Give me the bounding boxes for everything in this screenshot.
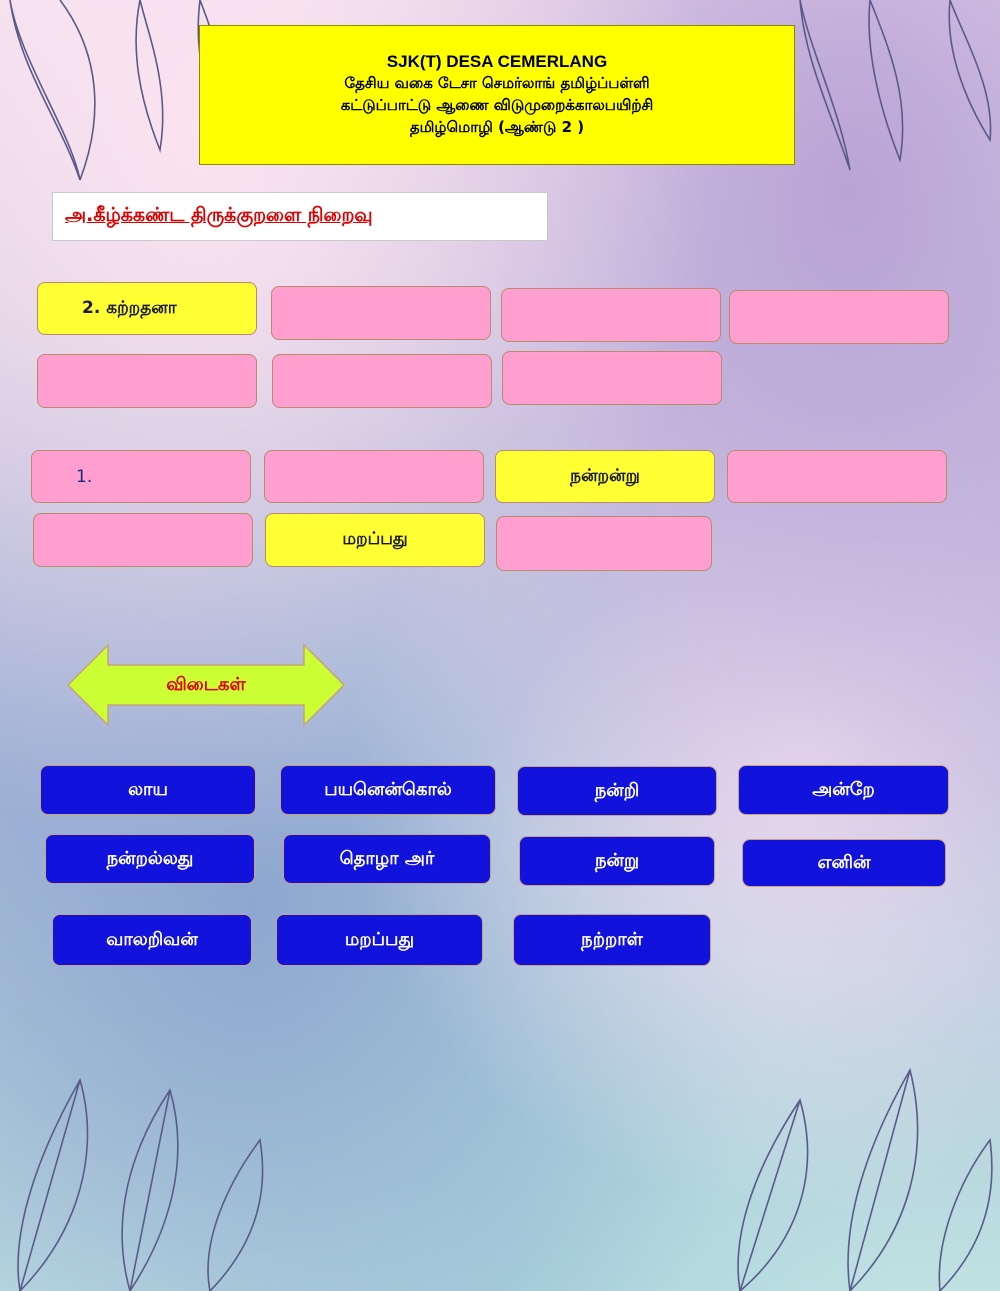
drop-slot[interactable] (264, 450, 484, 503)
answer-tile[interactable]: நன்று (519, 836, 715, 886)
kural2-start-tile (37, 282, 257, 335)
answer-tile[interactable]: நற்றாள் (513, 914, 711, 966)
drop-slot[interactable] (37, 354, 257, 408)
answer-tile[interactable]: நன்றி (517, 766, 717, 816)
school-name: SJK(T) DESA CEMERLANG (386, 52, 608, 71)
kural2-start-text: 2. கற்றதனா (82, 297, 177, 318)
answer-tile[interactable]: தொழா அர் (283, 834, 491, 884)
kural1-number: 1. (76, 466, 93, 487)
kural1-given-word-tile (265, 513, 485, 567)
answer-tile[interactable]: எனின் (742, 839, 946, 887)
answers-label (66, 643, 346, 727)
instruction-box (52, 192, 548, 241)
header-title-box (199, 25, 795, 165)
answers-label-text: விடைகள் (166, 673, 246, 695)
answer-tile[interactable]: பயனென்கொல் (280, 765, 496, 815)
drop-slot[interactable] (502, 351, 722, 405)
kural1-given-word: மறப்பது (342, 529, 408, 549)
answer-tile[interactable]: லாய (40, 765, 256, 815)
kural1-given-word: நன்றன்று (570, 465, 640, 486)
drop-slot[interactable] (496, 516, 712, 571)
leaf-decoration-bottom-right-icon (700, 1040, 1000, 1291)
instruction-text: அ.கீழ்க்கண்ட திருக்குறளை நிறைவு (65, 204, 373, 226)
leaf-decoration-bottom-left-icon (0, 1050, 300, 1291)
kural1-given-word-tile (495, 450, 715, 503)
subject-year: தமிழ்மொழி (ஆண்டு 2 ) (409, 118, 585, 136)
answer-tile[interactable]: அன்றே (738, 765, 949, 815)
drop-slot[interactable] (271, 286, 491, 340)
drop-slot[interactable] (729, 290, 949, 344)
exercise-title: கட்டுப்பாட்டு ஆணை விடுமுறைக்காலபயிற்சி (340, 96, 654, 114)
answer-tile[interactable]: வாலறிவன் (52, 914, 252, 966)
kural1-number-tile[interactable] (31, 450, 251, 503)
answer-tile[interactable]: நன்றல்லது (45, 834, 255, 884)
drop-slot[interactable] (501, 288, 721, 342)
leaf-decoration-top-right-icon (780, 0, 1000, 200)
drop-slot[interactable] (272, 354, 492, 408)
school-tamil-name: தேசிய வகை டேசா செமர்லாங் தமிழ்ப்பள்ளி (344, 74, 650, 92)
drop-slot[interactable] (727, 450, 947, 503)
drop-slot[interactable] (33, 513, 253, 567)
answer-tile[interactable]: மறப்பது (276, 914, 483, 966)
